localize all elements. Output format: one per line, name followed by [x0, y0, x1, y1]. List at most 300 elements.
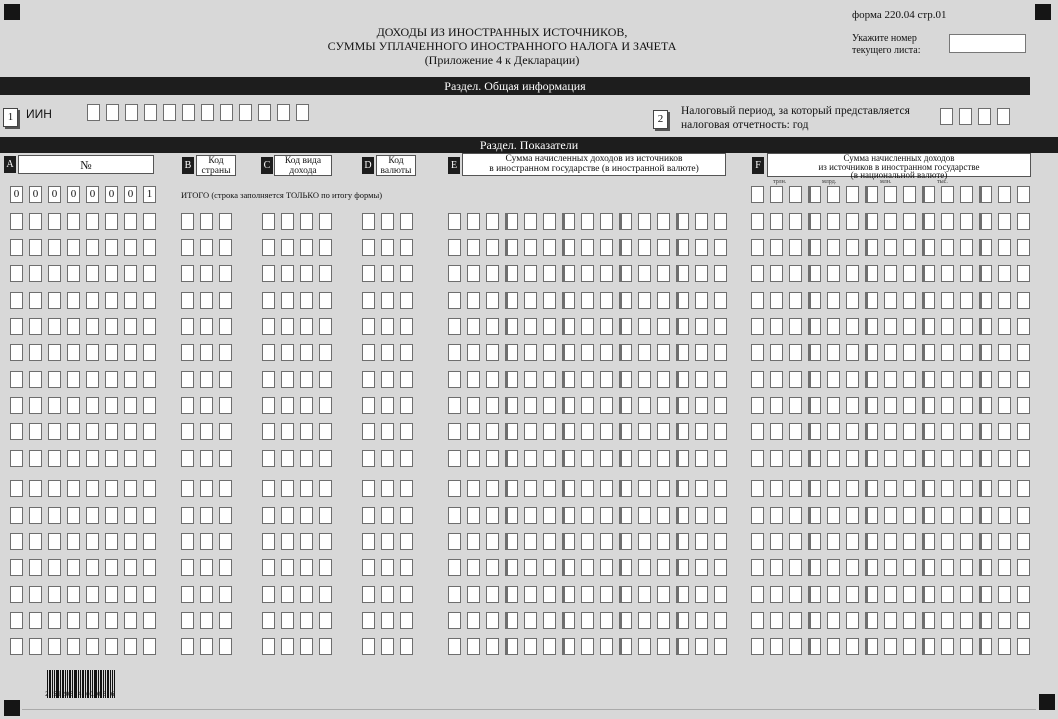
country-code-cell[interactable]: [200, 586, 213, 603]
row-number-cell[interactable]: [143, 213, 156, 230]
foreign-amount-cell[interactable]: [486, 344, 499, 361]
row-number-cell[interactable]: [143, 638, 156, 655]
foreign-amount-cell[interactable]: [562, 480, 575, 497]
income-type-code-cell[interactable]: [319, 480, 332, 497]
foreign-amount-cell[interactable]: [676, 397, 689, 414]
row-number-cell[interactable]: [29, 318, 42, 335]
national-amount-cell[interactable]: [998, 318, 1011, 335]
row-number-cell[interactable]: [29, 292, 42, 309]
foreign-amount-cell[interactable]: [657, 533, 670, 550]
national-amount-cell[interactable]: [979, 213, 992, 230]
foreign-amount-cell[interactable]: [638, 480, 651, 497]
income-type-code-cell[interactable]: [300, 423, 313, 440]
country-code-cell[interactable]: [181, 612, 194, 629]
row-number-cell[interactable]: [67, 265, 80, 282]
foreign-amount-cell[interactable]: [638, 292, 651, 309]
foreign-amount-cell[interactable]: [505, 638, 518, 655]
row-number-cell[interactable]: [105, 612, 118, 629]
national-amount-cell[interactable]: [998, 213, 1011, 230]
income-type-code-cell[interactable]: [300, 213, 313, 230]
national-amount-cell[interactable]: [979, 638, 992, 655]
national-amount-cell[interactable]: [903, 423, 916, 440]
foreign-amount-cell[interactable]: [448, 586, 461, 603]
national-amount-cell[interactable]: [865, 423, 878, 440]
row-number-cell[interactable]: [86, 239, 99, 256]
national-amount-cell[interactable]: [865, 318, 878, 335]
foreign-amount-cell[interactable]: [714, 423, 727, 440]
currency-code-cell[interactable]: [400, 265, 413, 282]
foreign-amount-cell[interactable]: [581, 559, 594, 576]
national-amount-cell[interactable]: [979, 292, 992, 309]
foreign-amount-cell[interactable]: [695, 533, 708, 550]
national-amount-cell[interactable]: [903, 612, 916, 629]
foreign-amount-cell[interactable]: [467, 507, 480, 524]
currency-code-cell[interactable]: [400, 371, 413, 388]
foreign-amount-cell[interactable]: [714, 371, 727, 388]
national-amount-cell[interactable]: [998, 371, 1011, 388]
national-amount-cell[interactable]: [846, 586, 859, 603]
national-amount-cell[interactable]: [865, 292, 878, 309]
national-amount-cell[interactable]: [827, 371, 840, 388]
national-amount-cell[interactable]: [903, 397, 916, 414]
national-amount-cell[interactable]: [960, 213, 973, 230]
row-number-cell[interactable]: [86, 318, 99, 335]
national-amount-cell[interactable]: [827, 186, 840, 203]
row-number-cell[interactable]: [10, 533, 23, 550]
national-amount-cell[interactable]: [884, 239, 897, 256]
foreign-amount-cell[interactable]: [676, 450, 689, 467]
currency-code-cell[interactable]: [381, 265, 394, 282]
row-number-cell[interactable]: [67, 344, 80, 361]
row-number-cell[interactable]: [10, 450, 23, 467]
national-amount-cell[interactable]: [922, 450, 935, 467]
country-code-cell[interactable]: [219, 480, 232, 497]
foreign-amount-cell[interactable]: [486, 638, 499, 655]
national-amount-cell[interactable]: [941, 533, 954, 550]
national-amount-cell[interactable]: [922, 480, 935, 497]
foreign-amount-cell[interactable]: [676, 559, 689, 576]
national-amount-cell[interactable]: [827, 239, 840, 256]
national-amount-cell[interactable]: [979, 344, 992, 361]
row-number-cell[interactable]: [10, 480, 23, 497]
national-amount-cell[interactable]: [884, 559, 897, 576]
national-amount-cell[interactable]: [808, 533, 821, 550]
national-amount-cell[interactable]: [751, 213, 764, 230]
row-number-cell[interactable]: [86, 213, 99, 230]
income-type-code-cell[interactable]: [262, 507, 275, 524]
foreign-amount-cell[interactable]: [467, 559, 480, 576]
country-code-cell[interactable]: [181, 318, 194, 335]
currency-code-cell[interactable]: [381, 318, 394, 335]
country-code-cell[interactable]: [219, 559, 232, 576]
row-number-cell[interactable]: [143, 292, 156, 309]
foreign-amount-cell[interactable]: [657, 371, 670, 388]
national-amount-cell[interactable]: [789, 397, 802, 414]
foreign-amount-cell[interactable]: [486, 559, 499, 576]
national-amount-cell[interactable]: [751, 371, 764, 388]
foreign-amount-cell[interactable]: [505, 559, 518, 576]
national-amount-cell[interactable]: [941, 586, 954, 603]
foreign-amount-cell[interactable]: [714, 638, 727, 655]
national-amount-cell[interactable]: [827, 480, 840, 497]
foreign-amount-cell[interactable]: [714, 318, 727, 335]
row-number-cell[interactable]: [10, 423, 23, 440]
national-amount-cell[interactable]: [751, 186, 764, 203]
row-number-cell[interactable]: [67, 318, 80, 335]
row-number-cell[interactable]: [124, 318, 137, 335]
national-amount-cell[interactable]: [827, 533, 840, 550]
currency-code-cell[interactable]: [400, 450, 413, 467]
national-amount-cell[interactable]: [884, 292, 897, 309]
national-amount-cell[interactable]: [751, 612, 764, 629]
row-number-cell[interactable]: [10, 371, 23, 388]
currency-code-cell[interactable]: [381, 638, 394, 655]
currency-code-cell[interactable]: [400, 239, 413, 256]
foreign-amount-cell[interactable]: [638, 450, 651, 467]
foreign-amount-cell[interactable]: [619, 397, 632, 414]
foreign-amount-cell[interactable]: [714, 397, 727, 414]
national-amount-cell[interactable]: [751, 265, 764, 282]
currency-code-cell[interactable]: [400, 423, 413, 440]
foreign-amount-cell[interactable]: [581, 612, 594, 629]
foreign-amount-cell[interactable]: [600, 239, 613, 256]
row-number-cell[interactable]: [67, 612, 80, 629]
national-amount-cell[interactable]: [789, 344, 802, 361]
foreign-amount-cell[interactable]: [467, 638, 480, 655]
national-amount-cell[interactable]: [865, 507, 878, 524]
foreign-amount-cell[interactable]: [562, 450, 575, 467]
national-amount-cell[interactable]: [846, 450, 859, 467]
foreign-amount-cell[interactable]: [524, 318, 537, 335]
currency-code-cell[interactable]: [362, 586, 375, 603]
national-amount-cell[interactable]: [998, 239, 1011, 256]
income-type-code-cell[interactable]: [262, 612, 275, 629]
foreign-amount-cell[interactable]: [676, 533, 689, 550]
foreign-amount-cell[interactable]: [543, 423, 556, 440]
country-code-cell[interactable]: [181, 239, 194, 256]
currency-code-cell[interactable]: [400, 318, 413, 335]
income-type-code-cell[interactable]: [300, 638, 313, 655]
national-amount-cell[interactable]: [960, 186, 973, 203]
foreign-amount-cell[interactable]: [467, 265, 480, 282]
row-number-cell[interactable]: [10, 239, 23, 256]
national-amount-cell[interactable]: [922, 265, 935, 282]
income-type-code-cell[interactable]: [281, 450, 294, 467]
row-number-cell[interactable]: [143, 397, 156, 414]
currency-code-cell[interactable]: [381, 480, 394, 497]
currency-code-cell[interactable]: [362, 344, 375, 361]
national-amount-cell[interactable]: [789, 186, 802, 203]
national-amount-cell[interactable]: [1017, 533, 1030, 550]
row-number-cell[interactable]: [124, 213, 137, 230]
country-code-cell[interactable]: [181, 638, 194, 655]
national-amount-cell[interactable]: [998, 533, 1011, 550]
row-number-cell[interactable]: [143, 559, 156, 576]
national-amount-cell[interactable]: [922, 423, 935, 440]
foreign-amount-cell[interactable]: [638, 612, 651, 629]
currency-code-cell[interactable]: [381, 507, 394, 524]
country-code-cell[interactable]: [181, 533, 194, 550]
foreign-amount-cell[interactable]: [619, 638, 632, 655]
income-type-code-cell[interactable]: [262, 559, 275, 576]
foreign-amount-cell[interactable]: [676, 371, 689, 388]
national-amount-cell[interactable]: [998, 507, 1011, 524]
national-amount-cell[interactable]: [998, 586, 1011, 603]
country-code-cell[interactable]: [219, 450, 232, 467]
row-number-cell[interactable]: [48, 239, 61, 256]
national-amount-cell[interactable]: [1017, 586, 1030, 603]
foreign-amount-cell[interactable]: [467, 533, 480, 550]
country-code-cell[interactable]: [219, 371, 232, 388]
row-number-cell[interactable]: [143, 423, 156, 440]
national-amount-cell[interactable]: [941, 507, 954, 524]
national-amount-cell[interactable]: [770, 507, 783, 524]
foreign-amount-cell[interactable]: [524, 371, 537, 388]
income-type-code-cell[interactable]: [281, 533, 294, 550]
foreign-amount-cell[interactable]: [543, 586, 556, 603]
foreign-amount-cell[interactable]: [695, 450, 708, 467]
foreign-amount-cell[interactable]: [562, 533, 575, 550]
foreign-amount-cell[interactable]: [581, 371, 594, 388]
row-number-cell[interactable]: [124, 507, 137, 524]
row-number-cell[interactable]: [10, 586, 23, 603]
foreign-amount-cell[interactable]: [543, 533, 556, 550]
row-number-cell[interactable]: [105, 480, 118, 497]
currency-code-cell[interactable]: [400, 586, 413, 603]
foreign-amount-cell[interactable]: [505, 423, 518, 440]
income-type-code-cell[interactable]: [319, 507, 332, 524]
national-amount-cell[interactable]: [1017, 612, 1030, 629]
row-number-cell[interactable]: [67, 533, 80, 550]
national-amount-cell[interactable]: [979, 239, 992, 256]
income-type-code-cell[interactable]: [300, 559, 313, 576]
row-number-cell[interactable]: [29, 397, 42, 414]
currency-code-cell[interactable]: [400, 292, 413, 309]
national-amount-cell[interactable]: [846, 423, 859, 440]
national-amount-cell[interactable]: [922, 318, 935, 335]
national-amount-cell[interactable]: [884, 265, 897, 282]
national-amount-cell[interactable]: [751, 397, 764, 414]
income-type-code-cell[interactable]: [281, 213, 294, 230]
national-amount-cell[interactable]: [865, 344, 878, 361]
foreign-amount-cell[interactable]: [600, 213, 613, 230]
national-amount-cell[interactable]: [827, 292, 840, 309]
national-amount-cell[interactable]: [751, 507, 764, 524]
row-number-cell[interactable]: [29, 533, 42, 550]
foreign-amount-cell[interactable]: [619, 423, 632, 440]
foreign-amount-cell[interactable]: [562, 559, 575, 576]
row-number-cell[interactable]: [10, 507, 23, 524]
foreign-amount-cell[interactable]: [600, 612, 613, 629]
national-amount-cell[interactable]: [846, 507, 859, 524]
row-number-cell[interactable]: [48, 292, 61, 309]
foreign-amount-cell[interactable]: [448, 480, 461, 497]
national-amount-cell[interactable]: [808, 638, 821, 655]
currency-code-cell[interactable]: [381, 450, 394, 467]
country-code-cell[interactable]: [200, 318, 213, 335]
foreign-amount-cell[interactable]: [543, 239, 556, 256]
national-amount-cell[interactable]: [922, 344, 935, 361]
national-amount-cell[interactable]: [884, 213, 897, 230]
national-amount-cell[interactable]: [865, 638, 878, 655]
national-amount-cell[interactable]: [941, 186, 954, 203]
currency-code-cell[interactable]: [362, 559, 375, 576]
national-amount-cell[interactable]: [770, 612, 783, 629]
national-amount-cell[interactable]: [960, 480, 973, 497]
national-amount-cell[interactable]: [922, 586, 935, 603]
national-amount-cell[interactable]: [846, 559, 859, 576]
foreign-amount-cell[interactable]: [638, 586, 651, 603]
row-number-cell[interactable]: [124, 344, 137, 361]
row-number-cell[interactable]: [124, 397, 137, 414]
foreign-amount-cell[interactable]: [524, 507, 537, 524]
country-code-cell[interactable]: [200, 344, 213, 361]
national-amount-cell[interactable]: [846, 480, 859, 497]
iin-digit-cell[interactable]: [163, 104, 176, 121]
foreign-amount-cell[interactable]: [619, 344, 632, 361]
currency-code-cell[interactable]: [381, 612, 394, 629]
national-amount-cell[interactable]: [941, 213, 954, 230]
national-amount-cell[interactable]: [922, 638, 935, 655]
row-number-cell[interactable]: [29, 507, 42, 524]
national-amount-cell[interactable]: [846, 318, 859, 335]
row-number-cell[interactable]: [67, 638, 80, 655]
income-type-code-cell[interactable]: [281, 318, 294, 335]
income-type-code-cell[interactable]: [262, 423, 275, 440]
national-amount-cell[interactable]: [789, 450, 802, 467]
total-row-number-digit[interactable]: 1: [143, 186, 156, 203]
currency-code-cell[interactable]: [362, 397, 375, 414]
currency-code-cell[interactable]: [362, 213, 375, 230]
row-number-cell[interactable]: [105, 239, 118, 256]
national-amount-cell[interactable]: [884, 344, 897, 361]
row-number-cell[interactable]: [105, 371, 118, 388]
row-number-cell[interactable]: [67, 507, 80, 524]
currency-code-cell[interactable]: [381, 371, 394, 388]
national-amount-cell[interactable]: [808, 265, 821, 282]
row-number-cell[interactable]: [67, 239, 80, 256]
national-amount-cell[interactable]: [960, 559, 973, 576]
national-amount-cell[interactable]: [979, 318, 992, 335]
foreign-amount-cell[interactable]: [619, 239, 632, 256]
national-amount-cell[interactable]: [808, 450, 821, 467]
foreign-amount-cell[interactable]: [600, 423, 613, 440]
row-number-cell[interactable]: [143, 533, 156, 550]
foreign-amount-cell[interactable]: [543, 371, 556, 388]
foreign-amount-cell[interactable]: [638, 371, 651, 388]
foreign-amount-cell[interactable]: [581, 423, 594, 440]
row-number-cell[interactable]: [105, 507, 118, 524]
national-amount-cell[interactable]: [751, 638, 764, 655]
national-amount-cell[interactable]: [770, 265, 783, 282]
foreign-amount-cell[interactable]: [676, 638, 689, 655]
income-type-code-cell[interactable]: [319, 265, 332, 282]
foreign-amount-cell[interactable]: [448, 533, 461, 550]
foreign-amount-cell[interactable]: [562, 586, 575, 603]
national-amount-cell[interactable]: [770, 344, 783, 361]
foreign-amount-cell[interactable]: [486, 533, 499, 550]
iin-digit-cell[interactable]: [106, 104, 119, 121]
foreign-amount-cell[interactable]: [600, 586, 613, 603]
foreign-amount-cell[interactable]: [695, 292, 708, 309]
country-code-cell[interactable]: [181, 344, 194, 361]
national-amount-cell[interactable]: [903, 239, 916, 256]
national-amount-cell[interactable]: [865, 480, 878, 497]
country-code-cell[interactable]: [219, 344, 232, 361]
country-code-cell[interactable]: [219, 507, 232, 524]
foreign-amount-cell[interactable]: [638, 559, 651, 576]
national-amount-cell[interactable]: [789, 638, 802, 655]
country-code-cell[interactable]: [219, 239, 232, 256]
row-number-cell[interactable]: [48, 533, 61, 550]
foreign-amount-cell[interactable]: [600, 292, 613, 309]
national-amount-cell[interactable]: [941, 559, 954, 576]
row-number-cell[interactable]: [105, 533, 118, 550]
national-amount-cell[interactable]: [1017, 186, 1030, 203]
row-number-cell[interactable]: [48, 507, 61, 524]
currency-code-cell[interactable]: [400, 213, 413, 230]
foreign-amount-cell[interactable]: [714, 292, 727, 309]
foreign-amount-cell[interactable]: [467, 292, 480, 309]
iin-digit-cell[interactable]: [296, 104, 309, 121]
row-number-cell[interactable]: [86, 450, 99, 467]
currency-code-cell[interactable]: [400, 397, 413, 414]
foreign-amount-cell[interactable]: [562, 344, 575, 361]
foreign-amount-cell[interactable]: [638, 638, 651, 655]
foreign-amount-cell[interactable]: [676, 344, 689, 361]
foreign-amount-cell[interactable]: [543, 612, 556, 629]
total-row-number-digit[interactable]: 0: [10, 186, 23, 203]
row-number-cell[interactable]: [105, 397, 118, 414]
income-type-code-cell[interactable]: [300, 612, 313, 629]
national-amount-cell[interactable]: [884, 533, 897, 550]
row-number-cell[interactable]: [124, 450, 137, 467]
national-amount-cell[interactable]: [770, 638, 783, 655]
country-code-cell[interactable]: [181, 423, 194, 440]
foreign-amount-cell[interactable]: [619, 265, 632, 282]
national-amount-cell[interactable]: [789, 533, 802, 550]
national-amount-cell[interactable]: [960, 371, 973, 388]
row-number-cell[interactable]: [48, 423, 61, 440]
national-amount-cell[interactable]: [865, 239, 878, 256]
foreign-amount-cell[interactable]: [657, 507, 670, 524]
income-type-code-cell[interactable]: [300, 239, 313, 256]
row-number-cell[interactable]: [10, 265, 23, 282]
row-number-cell[interactable]: [105, 292, 118, 309]
foreign-amount-cell[interactable]: [600, 507, 613, 524]
total-row-number-digit[interactable]: 0: [124, 186, 137, 203]
income-type-code-cell[interactable]: [319, 423, 332, 440]
national-amount-cell[interactable]: [922, 533, 935, 550]
foreign-amount-cell[interactable]: [448, 239, 461, 256]
row-number-cell[interactable]: [124, 638, 137, 655]
currency-code-cell[interactable]: [362, 638, 375, 655]
foreign-amount-cell[interactable]: [505, 239, 518, 256]
national-amount-cell[interactable]: [1017, 397, 1030, 414]
national-amount-cell[interactable]: [827, 265, 840, 282]
foreign-amount-cell[interactable]: [467, 318, 480, 335]
row-number-cell[interactable]: [105, 586, 118, 603]
income-type-code-cell[interactable]: [281, 612, 294, 629]
country-code-cell[interactable]: [200, 397, 213, 414]
foreign-amount-cell[interactable]: [486, 292, 499, 309]
foreign-amount-cell[interactable]: [695, 239, 708, 256]
foreign-amount-cell[interactable]: [619, 480, 632, 497]
currency-code-cell[interactable]: [362, 292, 375, 309]
national-amount-cell[interactable]: [789, 265, 802, 282]
country-code-cell[interactable]: [200, 213, 213, 230]
foreign-amount-cell[interactable]: [562, 318, 575, 335]
